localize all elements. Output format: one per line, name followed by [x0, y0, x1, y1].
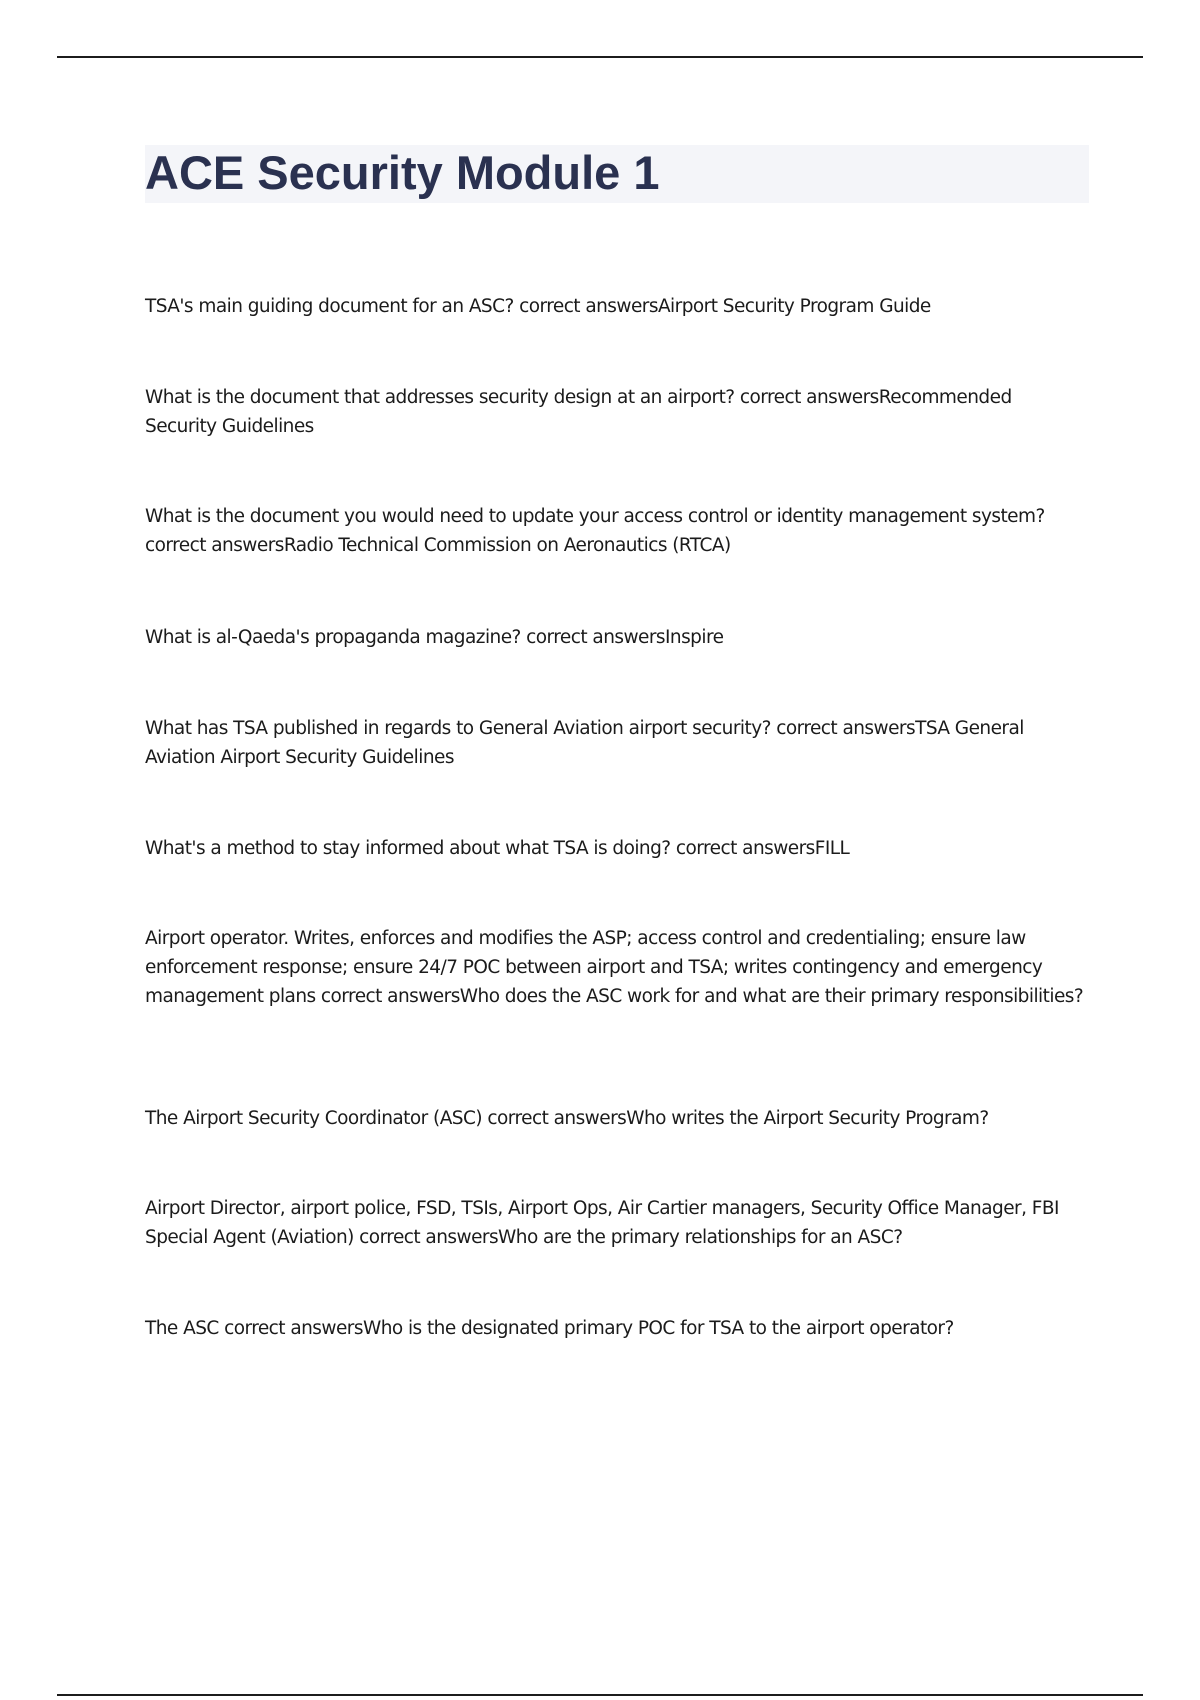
qa-entry-2: What is the document that addresses security design at an airport? correct answersRecommended Security Guidelines [145, 387, 1012, 437]
footer-rule [57, 1694, 1143, 1696]
qa-entry-8: The Airport Security Coordinator (ASC) correct answersWho writes the Airport Security Program? [145, 1108, 989, 1129]
qa-entry-9: Airport Director, airport police, FSD, TSIs, Airport Ops, Air Cartier managers, Security Office Manager, FBI Special Agent (Aviation) correct answersWho are the primary relationships for an ASC? [145, 1198, 1059, 1248]
qa-entry-6: What's a method to stay informed about what TSA is doing? correct answersFILL [145, 838, 850, 859]
qa-entry-7: Airport operator. Writes, enforces and modifies the ASP; access control and credentialing; ensure law enforcement response; ensure 24/7 POC between airport and TSA; writes contingency and emergency management plans correct answersWho does the ASC work for and what are their primary responsibilities? [145, 928, 1084, 1007]
qa-entry-3: What is the document you would need to update your access control or identity management system? correct answersRadio Technical Commission on Aeronautics (RTCA) [145, 506, 1045, 556]
header-rule [57, 56, 1143, 58]
document-title: ACE Security Module 1 [145, 146, 660, 199]
qa-entry-10: The ASC correct answersWho is the designated primary POC for TSA to the airport operator? [145, 1318, 954, 1339]
qa-entry-4: What is al-Qaeda's propaganda magazine? correct answersInspire [145, 627, 724, 648]
qa-entry-5: What has TSA published in regards to General Aviation airport security? correct answersTSA General Aviation Airport Security Guidelines [145, 718, 1024, 768]
qa-entry-1: TSA's main guiding document for an ASC? correct answersAirport Security Program Guide [145, 296, 931, 317]
